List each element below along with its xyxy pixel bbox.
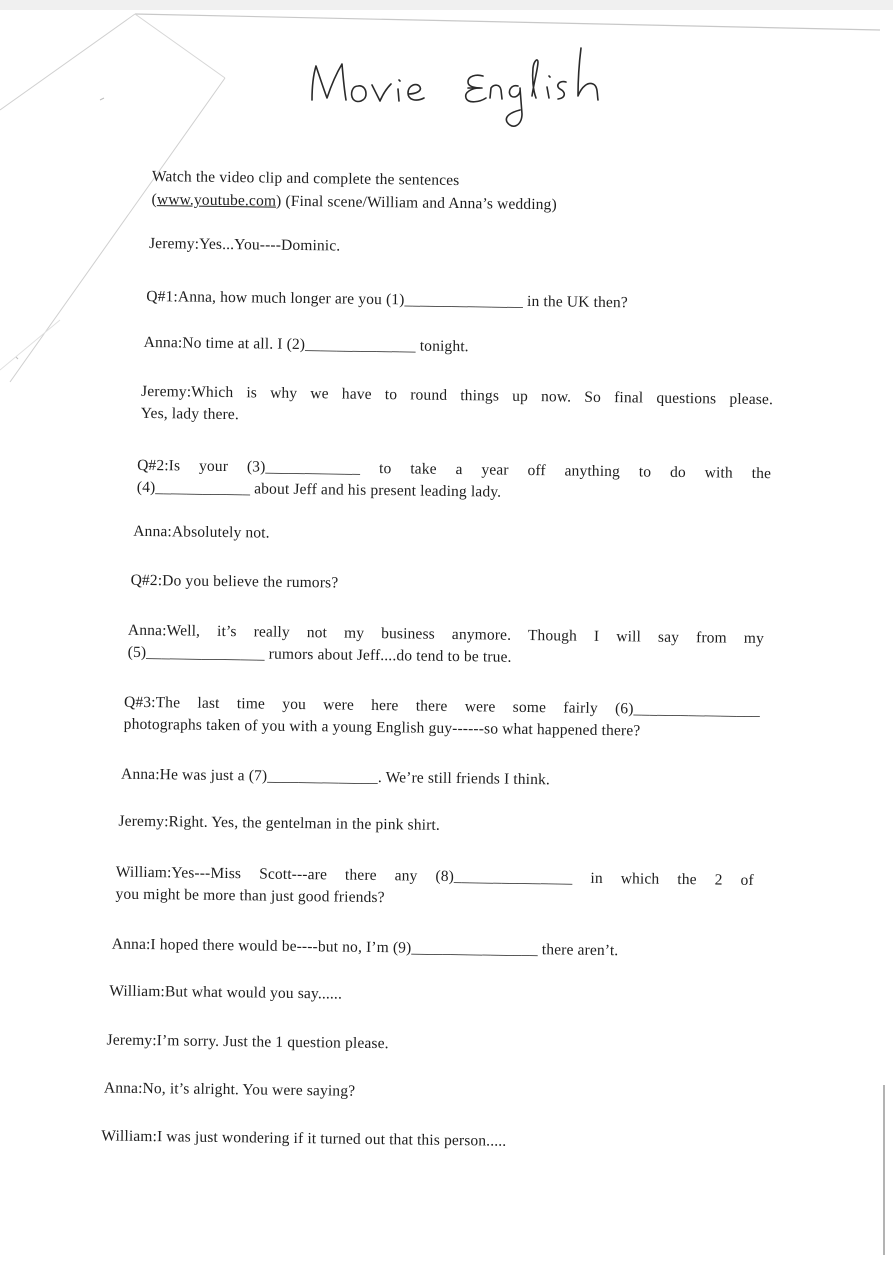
dialogue-line-william-2: William:But what would you say...... bbox=[109, 982, 343, 1003]
dialogue-line-jeremy-2: Jeremy:Which is why we have to round things up now. So final questions please. bbox=[140, 382, 774, 409]
question-3: Q#3:The last time you were here there were some fairly (6)________________ bbox=[123, 693, 761, 720]
question-2-blanks-b: (4)____________ about Jeff and his present leading lady. bbox=[136, 478, 502, 501]
dialogue-line-anna-6: Anna:No, it’s alright. You were saying? bbox=[103, 1079, 356, 1100]
dialogue-line-jeremy-4: Jeremy:I’m sorry. Just the 1 question please. bbox=[106, 1031, 389, 1053]
dialogue-line-jeremy-1: Jeremy:Yes...You----Dominic. bbox=[148, 234, 341, 255]
dialogue-line-anna-2: Anna:Absolutely not. bbox=[133, 522, 270, 542]
dialogue-line-jeremy-3: Jeremy:Right. Yes, the gentelman in the pink shirt. bbox=[118, 812, 441, 834]
question-3b: photographs taken of you with a young English guy------so what happened there? bbox=[123, 715, 641, 740]
close-paren: ) bbox=[276, 192, 282, 210]
dialogue-line-anna-5: Anna:I hoped there would be----but no, I’m (9)________________ there aren’t. bbox=[111, 935, 619, 960]
question-2-blanks: Q#2:Is your (3)____________ to take a year off anything to do with the bbox=[137, 456, 772, 483]
youtube-link[interactable]: www.youtube.com bbox=[156, 191, 277, 210]
dialogue-line-william-1b: you might be more than just good friends? bbox=[115, 885, 385, 907]
dialogue-line-anna-4: Anna:He was just a (7)______________. We’re still friends I think. bbox=[120, 765, 551, 789]
open-paren: ( bbox=[151, 191, 158, 209]
question-2-rumors: Q#2:Do you believe the rumors? bbox=[130, 571, 339, 592]
dialogue-line-jeremy-2b: Yes, lady there. bbox=[140, 404, 240, 424]
dialogue-line-anna-1: Anna:No time at all. I (2)______________ tonight. bbox=[143, 333, 469, 356]
question-1: Q#1:Anna, how much longer are you (1)_______________ in the UK then? bbox=[146, 287, 628, 312]
instruction-text: Watch the video clip and complete the sentences bbox=[151, 168, 460, 190]
dialogue-line-william-3: William:I was just wondering if it turned out that this person..... bbox=[101, 1127, 507, 1150]
dialogue-line-william-1: William:Yes---Miss Scott---are there any (8)_______________ in which the 2 of bbox=[115, 863, 754, 889]
instruction-line-1 bbox=[152, 166, 460, 192]
dialogue-line-anna-3b: (5)_______________ rumors about Jeff....do tend to be true. bbox=[127, 643, 512, 666]
dialogue-line-anna-3: Anna:Well, it’s really not my business anymore. Though I will say from my bbox=[127, 621, 765, 648]
instruction-scene-text: (Final scene/William and Anna’s wedding) bbox=[281, 192, 557, 214]
instruction-line-2 bbox=[151, 189, 557, 216]
